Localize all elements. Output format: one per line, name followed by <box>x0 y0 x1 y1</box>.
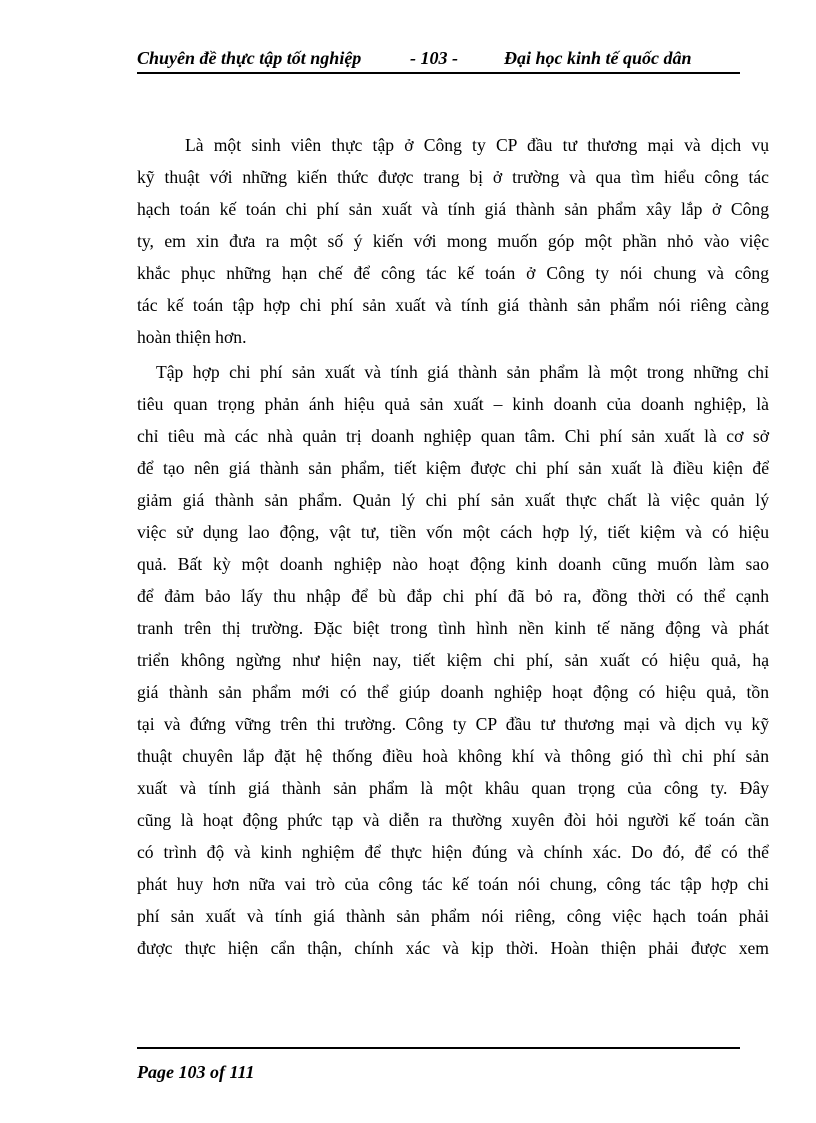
header-institution: Đại học kinh tế quốc dân <box>504 48 692 68</box>
paragraph-line: để tạo nên giá thành sản phẩm, tiết kiệm được chi phí sản xuất là điều kiện để <box>137 458 769 478</box>
header-title: Chuyên đề thực tập tốt nghiệp <box>137 48 362 68</box>
page-header <box>137 46 740 74</box>
paragraph-line: chỉ tiêu mà các nhà quản trị doanh nghiệp quan tâm. Chi phí sản xuất là cơ sở <box>137 426 769 446</box>
paragraph-line: có trình độ và kinh nghiệm để thực hiện đúng và chính xác. Do đó, để có thể <box>137 842 769 862</box>
paragraph-line: để đảm bảo lấy thu nhập để bù đắp chi phí đã bỏ ra, đồng thời có thể cạnh <box>137 586 769 606</box>
document-body <box>137 129 769 964</box>
paragraph-line: tác kế toán tập hợp chi phí sản xuất và tính giá thành sản phẩm nói riêng càng <box>137 295 769 315</box>
header-page-number: - 103 - <box>410 48 458 68</box>
paragraph-line: thuật chuyên lắp đặt hệ thống điều hoà không khí và thông gió thì chi phí sản <box>137 746 769 766</box>
paragraph-line: quả. Bất kỳ một doanh nghiệp nào hoạt động kinh doanh cũng muốn làm sao <box>137 554 769 574</box>
paragraph-line: xuất và tính giá thành sản phẩm là một khâu quan trọng của công ty. Đây <box>137 778 769 798</box>
paragraph-line: phát huy hơn nữa vai trò của công tác kế toán nói chung, công tác tập hợp chi <box>137 874 769 894</box>
paragraph-line: được thực hiện cẩn thận, chính xác và kịp thời. Hoàn thiện phải được xem <box>137 938 769 958</box>
paragraph-line: tiêu quan trọng phản ánh hiệu quả sản xuất – kinh doanh của doanh nghiệp, là <box>137 394 769 414</box>
paragraph-line: triển không ngừng như hiện nay, tiết kiệm chi phí, sản xuất có hiệu quả, hạ <box>137 650 769 670</box>
paragraph-line: giá thành sản phẩm mới có thể giúp doanh nghiệp hoạt động có hiệu quả, tồn <box>137 682 769 702</box>
paragraph-line: giảm giá thành sản phẩm. Quản lý chi phí sản xuất thực chất là việc quản lý <box>137 490 769 510</box>
paragraph-line: ty, em xin đưa ra một số ý kiến với mong muốn góp một phần nhỏ vào việc <box>137 231 769 251</box>
paragraph-line: tranh trên thị trường. Đặc biệt trong tình hình nền kinh tế năng động và phát <box>137 618 769 638</box>
paragraph-line: hạch toán kế toán chi phí sản xuất và tính giá thành sản phẩm xây lắp ở Công <box>137 199 769 219</box>
paragraph-line: kỹ thuật với những kiến thức được trang bị ở trường và qua tìm hiểu công tác <box>137 167 769 187</box>
paragraph-line: Là một sinh viên thực tập ở Công ty CP đầu tư thương mại và dịch vụ <box>185 135 769 155</box>
paragraph-line: khắc phục những hạn chế để công tác kế toán ở Công ty nói chung và công <box>137 263 769 283</box>
paragraph-1 <box>137 129 769 353</box>
paragraph-line: phí sản xuất và tính giá thành sản phẩm nói riêng, công việc hạch toán phải <box>137 906 769 926</box>
paragraph-line: tại và đứng vững trên thi trường. Công ty CP đầu tư thương mại và dịch vụ kỹ <box>137 714 769 734</box>
footer-page-label: Page 103 of 111 <box>137 1062 255 1082</box>
paragraph-line: cũng là hoạt động phức tạp và diễn ra thường xuyên đòi hỏi người kế toán cần <box>137 810 769 830</box>
paragraph-line: Tập hợp chi phí sản xuất và tính giá thành sản phẩm là một trong những chỉ <box>156 362 769 382</box>
page-footer <box>137 1047 740 1083</box>
paragraph-2 <box>137 356 769 964</box>
paragraph-line: hoàn thiện hơn. <box>137 327 247 347</box>
paragraph-line: việc sử dụng lao động, vật tư, tiền vốn một cách hợp lý, tiết kiệm và có hiệu <box>137 522 769 542</box>
